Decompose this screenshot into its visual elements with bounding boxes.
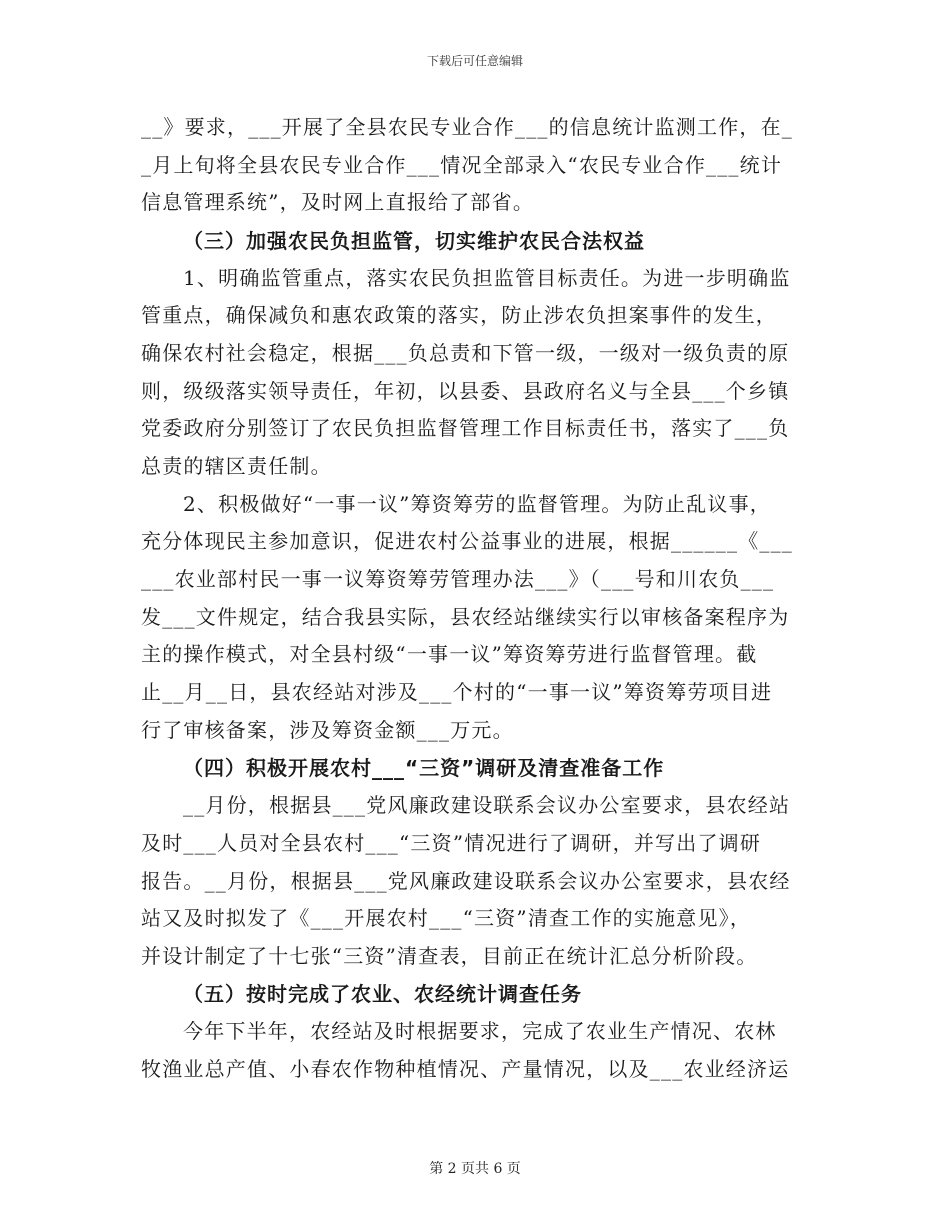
body-line: _月上旬将全县农民专业合作___情况全部录入“农民专业合作___统计 xyxy=(141,153,783,177)
page-header: 下载后可任意编辑 xyxy=(426,54,523,68)
body-line: 确保农村社会稳定，根据___负总责和下管一级，一级对一级负责的原 xyxy=(141,341,790,365)
body-line: 及时___人员对全县农村___“三资”情况进行了调研，并写出了调研 xyxy=(141,831,762,855)
body-line: 并设计制定了十七张“三资”清查表，目前正在统计汇总分析阶段。 xyxy=(141,944,758,968)
body-line: 主的操作模式，对全县村级“一事一议”筹资筹劳进行监督管理。截 xyxy=(141,642,758,666)
body-line: 报告。__月份，根据县___党风廉政建设联系会议办公室要求，县农经 xyxy=(141,869,791,893)
section-heading: （三）加强农民负担监管，切实维护农民合法权益 xyxy=(183,229,645,253)
body-line: 则，级级落实领导责任，年初，以县委、县政府名义与全县___个乡镇 xyxy=(141,379,790,403)
body-line: 今年下半年，农经站及时根据要求，完成了农业生产情况、农林 xyxy=(183,1019,777,1043)
body-line: 信息管理系统”，及时网上直报给了部省。 xyxy=(141,190,535,214)
body-line: 充分体现民主参加意识，促进农村公益事业的进展，根据______《___ xyxy=(141,529,793,553)
section-heading: （四）积极开展农村___“三资”调研及清查准备工作 xyxy=(183,756,665,780)
body-line: 1、明确监管重点，落实农民负担监管目标责任。为进一步明确监 xyxy=(183,266,791,290)
body-line: ___农业部村民一事一议筹资筹劳管理办法___》（___号和川农负___ xyxy=(141,567,775,591)
body-line: 牧渔业总产值、小春农作物种植情况、产量情况，以及___农业经济运 xyxy=(141,1057,790,1081)
page-footer: 第 2 页共 6 页 xyxy=(429,1161,521,1177)
body-line: 党委政府分别签订了农民负担监督管理工作目标责任书，落实了___负 xyxy=(141,416,790,440)
section-heading: （五）按时完成了农业、农经统计调查任务 xyxy=(183,982,582,1006)
body-line: 管重点，确保减负和惠农政策的落实，防止涉农负担案事件的发生， xyxy=(141,303,777,327)
body-line: 2、积极做好“一事一议”筹资筹劳的监督管理。为防止乱议事， xyxy=(183,492,771,516)
body-line: __月份，根据县___党风廉政建设联系会议办公室要求，县农经站 xyxy=(183,793,791,817)
body-line: __》要求，___开展了全县农民专业合作___的信息统计监测工作，在_ xyxy=(141,115,793,139)
body-line: 总责的辖区责任制。 xyxy=(141,454,332,478)
body-line: 发___文件规定，结合我县实际，县农经站继续实行以审核备案程序为 xyxy=(141,605,790,629)
body-line: 止__月__日，县农经站对涉及___个村的“一事一议”筹资筹劳项目进 xyxy=(141,680,773,704)
body-line: 站又及时拟发了《___开展农村___“三资”清查工作的实施意见》， xyxy=(141,906,752,930)
body-line: 行了审核备案，涉及筹资金额___万元。 xyxy=(141,718,514,742)
